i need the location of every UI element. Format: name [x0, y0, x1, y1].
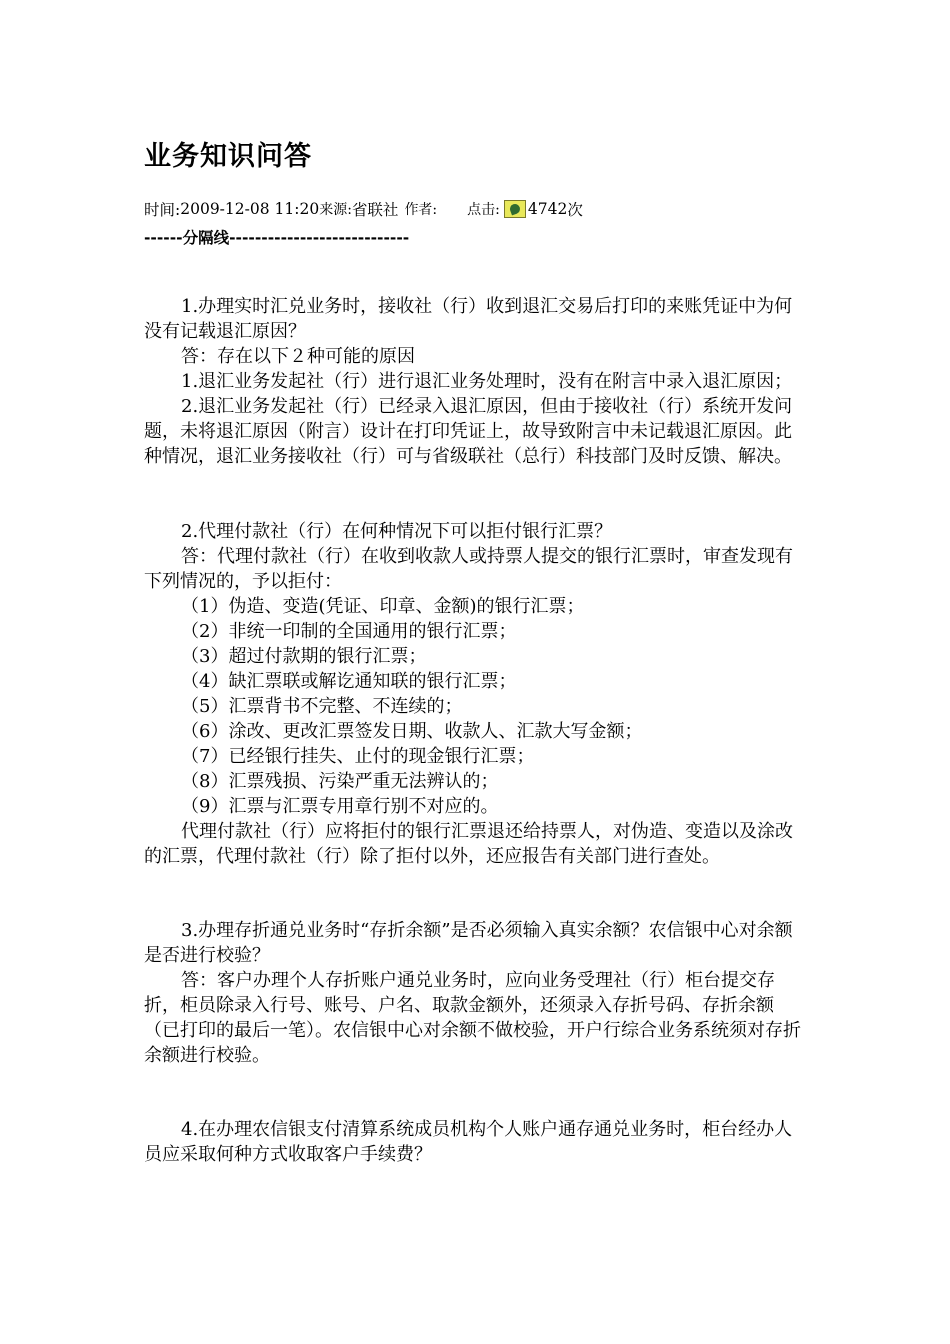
hits-value: 4742 [527, 200, 568, 218]
q4-question: 4.在办理农信银支付清算系统成员机构个人账户通存通兑业务时，柜台经办人员应采取何种方式收取客户手续费？ [144, 1119, 793, 1165]
section-divider: ------分隔线---------------------------- [144, 229, 410, 247]
q1-point-2: 2.退汇业务发起社（行）已经录入退汇原因，但由于接收社（行）系统开发问题，未将退汇原因（附言）设计在打印凭证上，故导致附言中未记载退汇原因。此种情况，退汇业务接收社（行）可与省级联社（总行）科技部门及时反馈、解决。 [144, 396, 793, 467]
q2-item: （5）汇票背书不完整、不连续的； [181, 696, 463, 717]
page-title: 业务知识问答 [144, 141, 312, 172]
time-label: 时间: [144, 201, 181, 219]
source-value: 省联社 [351, 201, 399, 219]
article-meta [144, 198, 583, 220]
q1-answer-intro: 答：存在以下２种可能的原因 [181, 346, 415, 367]
q2-item: （7）已经银行挂失、止付的现金银行汇票； [181, 746, 535, 767]
q2-item: （4）缺汇票联或解讫通知联的银行汇票； [181, 671, 517, 692]
q2-item: （9）汇票与汇票专用章行别不对应的。 [181, 796, 499, 817]
time-value: 2009-12-08 11:20 [180, 200, 320, 218]
q2-answer-intro: 答：代理付款社（行）在收到收款人或持票人提交的银行汇票时，审查发现有下列情况的，予以拒付： [144, 546, 793, 592]
q1-question: 1.办理实时汇兑业务时，接收社（行）收到退汇交易后打印的来账凭证中为何没有记载退汇原因？ [144, 296, 793, 342]
q2-item: （8）汇票残损、污染严重无法辨认的； [181, 771, 499, 792]
q2-item: （6）涂改、更改汇票签发日期、收款人、汇款大写金额； [181, 721, 643, 742]
q3-answer: 答：客户办理个人存折账户通兑业务时，应向业务受理社（行）柜台提交存折，柜员除录入行号、账号、户名、取款金额外，还须录入存折号码、存折余额（已打印的最后一笔）。农信银中心对余额不做校验，开户行综合业务系统须对存折余额进行校验。 [144, 970, 801, 1066]
q3-question: 3.办理存折通兑业务时“存折余额”是否必须输入真实余额？农信银中心对余额是否进行校验？ [144, 920, 793, 966]
q1-point-1: 1.退汇业务发起社（行）进行退汇业务处理时，没有在附言中录入退汇原因； [181, 371, 793, 392]
q2-item: （1）伪造、变造(凭证、印章、金额)的银行汇票； [181, 596, 585, 617]
author-label: 作者: [404, 202, 438, 218]
hits-counter-icon [504, 200, 526, 218]
q2-conclusion: 代理付款社（行）应将拒付的银行汇票退还给持票人，对伪造、变造以及涂改的汇票，代理付款社（行）除了拒付以外，还应报告有关部门进行查处。 [144, 821, 793, 867]
hits-label: 点击: [467, 202, 500, 218]
q2-item: （3）超过付款期的银行汇票； [181, 646, 427, 667]
q2-question: 2.代理付款社（行）在何种情况下可以拒付银行汇票？ [181, 521, 613, 542]
hits-unit: 次 [567, 201, 583, 219]
source-label: 来源: [319, 202, 352, 218]
article-body [144, 294, 806, 1167]
q2-item: （2）非统一印制的全国通用的银行汇票； [181, 621, 517, 642]
